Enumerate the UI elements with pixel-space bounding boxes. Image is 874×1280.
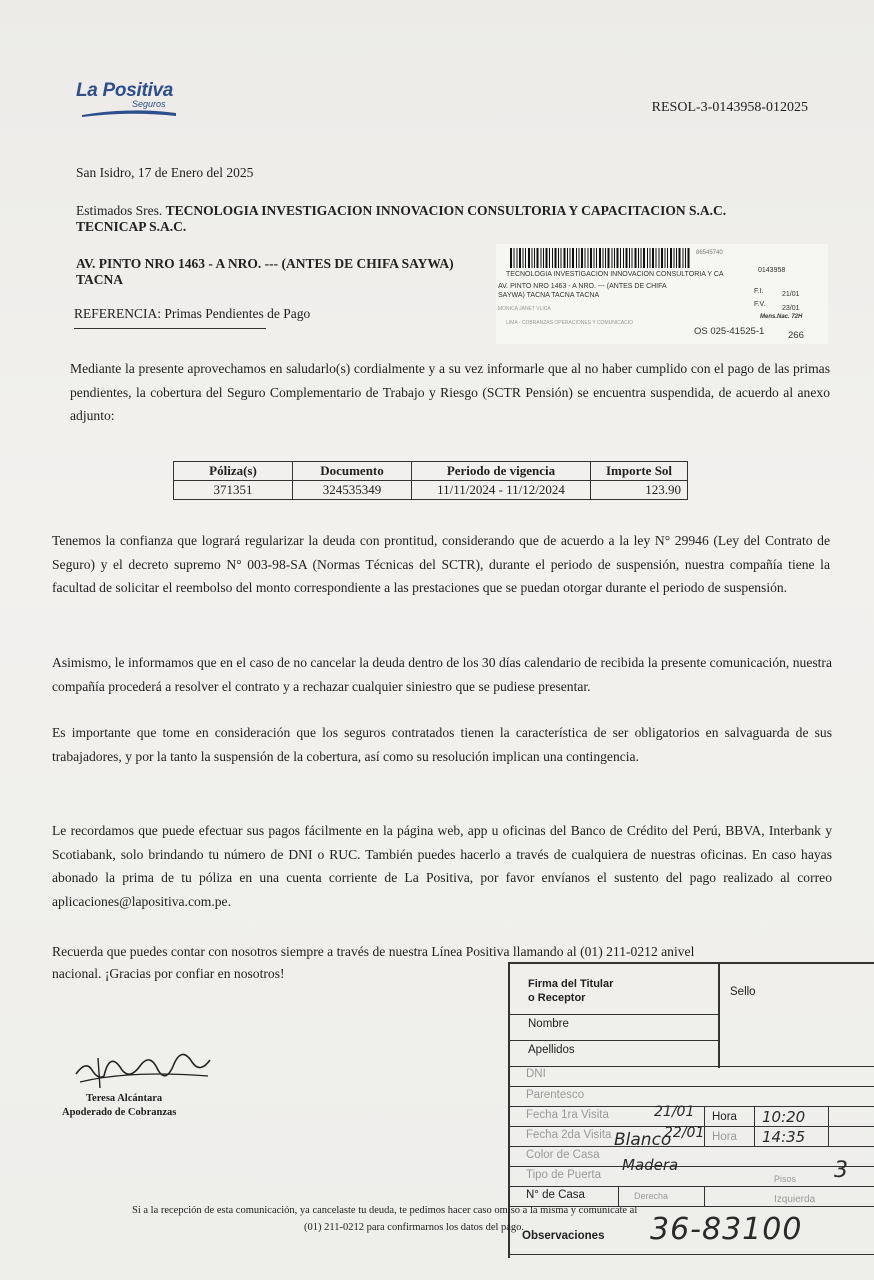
barcode-bar <box>670 248 672 268</box>
courier-sticker <box>496 244 828 344</box>
barcode-icon <box>510 248 690 268</box>
barcode-bar <box>576 248 577 268</box>
barcode-bar <box>579 248 580 268</box>
paragraph-4: Es importante que tome en consideración que los seguros contratados tienen la característica de ser obligatorios en salvaguarda de sus trabajadores, y por la tanto la suspensión de la cobertura, así como su resolución implican una contingencia. <box>52 725 832 764</box>
barcode-bar <box>599 248 601 268</box>
barcode-bar <box>683 248 684 268</box>
barcode-bar <box>643 248 645 268</box>
handwritten-date-2: 22/01 <box>664 1125 705 1141</box>
barcode-bar <box>510 248 512 268</box>
barcode-bar <box>596 248 597 268</box>
sticker-line-1: TECNOLOGIA INVESTIGACION INNOVACION CONSULTORIA Y CA <box>506 271 724 278</box>
barcode-bar <box>585 248 586 268</box>
form-line <box>718 962 720 1068</box>
table-row <box>174 481 688 500</box>
pisos-label: Pisos <box>774 1174 797 1184</box>
barcode-bar <box>549 248 550 268</box>
paragraph-2: Tenemos la confianza que logrará regularizar la deuda con prontitud, considerando que de acuerdo a la ley N° 29946 (Ley del Contrato de Seguro) y el decreto supremo N° 003-98-SA (Normas Técnicas del SCTR), durante el periodo de suspensión, nuestra compañía tiene la facultad de solicitar el reembolso del monto correspondiente a las prestaciones que se puedan otorgar durante el periodo de suspensión. <box>52 533 830 595</box>
barcode-bar <box>688 248 690 268</box>
sticker-line-3: SAYWA) TACNA TACNA TACNA <box>498 292 600 299</box>
reference-text: Primas Pendientes de Pago <box>164 306 311 321</box>
dni-label: DNI <box>526 1068 546 1080</box>
cell-poliza: 371351 <box>174 481 293 500</box>
sticker-fv-label: F.V. <box>754 301 766 308</box>
col-importe: Importe Sol <box>591 462 688 481</box>
handwritten-number: 36-83100 <box>650 1212 803 1247</box>
sticker-code-small: 86545740 <box>696 250 723 256</box>
barcode-bar <box>588 248 589 268</box>
barcode-bar <box>570 248 571 268</box>
form-line <box>618 1186 619 1206</box>
footer-line-1: Si a la recepción de esta comunicación, ya cancelaste tu deuda, te pedimos hacer caso omiso a la misma y comunícate al <box>132 1205 638 1216</box>
derecha-label: Derecha <box>634 1191 669 1201</box>
barcode-bar <box>667 248 668 268</box>
reference-underline <box>74 328 266 329</box>
sticker-line-5: LIMA - COBRANZAS OPERACIONES Y COMUNICACIO <box>506 320 634 326</box>
reference <box>74 302 310 325</box>
barcode-bar <box>638 248 639 268</box>
form-line <box>508 962 874 964</box>
barcode-bar <box>617 248 619 268</box>
handwritten-hora-1: 10:20 <box>762 1108 806 1126</box>
paragraph-5: Le recordamos que puede efectuar sus pagos fácilmente en la página web, app u oficinas del Banco de Crédito del Perú, BBVA, Interbank y Scotiabank, solo brindando tu número de DNI o RUC. También puedes hacerlo a través de cualquiera de nuestras oficinas. En caso hayas abonado la prima de tu póliza en una cuenta corriente de La Positiva, por favor envíanos el sustento del pago realizado al correo aplicaciones@lapositiva.com.pe. <box>52 823 832 909</box>
barcode-bar <box>674 248 675 268</box>
barcode-bar <box>523 248 524 268</box>
hora-label-2: Hora <box>712 1131 737 1143</box>
barcode-bar <box>632 248 633 268</box>
signer-role: Apoderado de Cobranzas <box>62 1107 177 1118</box>
barcode-bar <box>517 248 518 268</box>
form-line <box>754 1106 755 1146</box>
form-line <box>508 1254 874 1255</box>
address-line-2: TACNA <box>76 272 123 287</box>
col-documento: Documento <box>293 462 412 481</box>
company-short: TECNICAP S.A.C. <box>76 219 187 234</box>
barcode-bar <box>514 248 515 268</box>
col-periodo: Periodo de vigencia <box>412 462 591 481</box>
barcode-bar <box>647 248 648 268</box>
barcode-bar <box>623 248 624 268</box>
barcode-bar <box>534 248 535 268</box>
barcode-bar <box>659 248 660 268</box>
paragraph-1: Mediante la presente aprovechamos en saludarlo(s) cordialmente y a su vez informarle que al no haber cumplido con el pago de las primas pendientes, la cobertura del Seguro Complementario de Trabajo y Riesgo (SCTR Pensión) se encuentra suspendida, de acuerdo al anexo adjunto: <box>70 361 830 423</box>
cell-importe: 123.90 <box>591 481 688 500</box>
date-line: San Isidro, 17 de Enero del 2025 <box>76 165 254 180</box>
barcode-bar <box>541 248 542 268</box>
sticker-fv-value: 23/01 <box>782 305 800 312</box>
fecha-visita-2-label: Fecha 2da Visita <box>526 1129 612 1141</box>
barcode-bar <box>537 248 539 268</box>
barcode-bar <box>656 248 657 268</box>
hora-label-1: Hora <box>712 1111 737 1123</box>
form-line <box>508 1014 718 1015</box>
table-header-row <box>174 462 688 481</box>
sticker-os-number: 266 <box>788 330 804 341</box>
izquierda-label: Izquierda <box>774 1194 816 1205</box>
barcode-bar <box>594 248 595 268</box>
handwritten-color: Blanco <box>614 1130 672 1150</box>
resolution-number: RESOL-3-0143958-012025 <box>651 100 808 115</box>
barcode-bar <box>603 248 604 268</box>
signature-scribble-icon <box>70 1040 220 1100</box>
footer-line-2: (01) 211-0212 para confirmarnos los datos del pago. <box>304 1222 525 1233</box>
barcode-bar <box>612 248 613 268</box>
signer-name: Teresa Alcántara <box>86 1093 163 1104</box>
paragraph-6-line-1: Recuerda que puedes contar con nosotros siempre a través de nuestra Línea Positiva llamando al (01) 211-0212 anivel <box>52 944 695 959</box>
barcode-bar <box>635 248 637 268</box>
form-line <box>704 1186 705 1206</box>
barcode-bar <box>525 248 526 268</box>
sticker-os: OS 025-41525-1 <box>694 326 765 337</box>
barcode-bar <box>552 248 553 268</box>
form-line <box>508 1040 718 1041</box>
company-name: TECNOLOGIA INVESTIGACION INNOVACION CONSULTORIA Y CAPACITACION S.A.C. <box>165 203 727 218</box>
barcode-bar <box>555 248 557 268</box>
color-casa-label: Color de Casa <box>526 1149 600 1161</box>
cell-documento: 324535349 <box>293 481 412 500</box>
barcode-bar <box>620 248 621 268</box>
barcode-bar <box>652 248 654 268</box>
sticker-ref: 0143958 <box>758 267 786 274</box>
barcode-bar <box>641 248 642 268</box>
barcode-bar <box>532 248 533 268</box>
barcode-bar <box>626 248 628 268</box>
address-line-1: AV. PINTO NRO 1463 - A NRO. --- (ANTES DE CHIFA SAYWA) <box>76 256 454 271</box>
barcode-bar <box>590 248 592 268</box>
logo-swoosh-icon <box>80 108 178 118</box>
sticker-mens: Mens.Nac. 72H <box>760 314 803 320</box>
observaciones-label: Observaciones <box>522 1230 605 1242</box>
apellidos-label: Apellidos <box>528 1044 575 1056</box>
form-line <box>828 1106 829 1146</box>
barcode-bar <box>605 248 606 268</box>
paragraph-6-line-2: nacional. ¡Gracias por confiar en nosotros! <box>52 966 285 981</box>
sticker-line-4: MONICA JANET VLICA <box>498 306 551 312</box>
barcode-bar <box>543 248 544 268</box>
fecha-visita-label: Fecha 1ra Visita <box>526 1109 609 1121</box>
barcode-bar <box>629 248 630 268</box>
form-line <box>508 1186 874 1187</box>
barcode-bar <box>665 248 666 268</box>
sello-label: Sello <box>730 986 756 998</box>
form-line <box>508 1146 874 1147</box>
company-logo <box>76 80 196 109</box>
cell-periodo: 11/11/2024 - 11/12/2024 <box>412 481 591 500</box>
sticker-line-2: AV. PINTO NRO 1463 - A NRO. --- (ANTES DE CHIFA <box>498 283 667 290</box>
firma-label-2: o Receptor <box>528 992 586 1004</box>
form-line <box>508 1086 874 1087</box>
barcode-bar <box>679 248 681 268</box>
form-line <box>508 1066 874 1067</box>
barcode-bar <box>685 248 686 268</box>
parentesco-label: Parentesco <box>526 1089 585 1101</box>
col-poliza: Póliza(s) <box>174 462 293 481</box>
barcode-bar <box>572 248 574 268</box>
logo-text: La Positiva <box>76 80 174 101</box>
firma-label-1: Firma del Titular <box>528 978 614 990</box>
barcode-bar <box>558 248 559 268</box>
barcode-bar <box>608 248 610 268</box>
n-casa-label: N° de Casa <box>526 1189 585 1201</box>
paragraph-3: Asimismo, le informamos que en el caso de no cancelar la deuda dentro de los 30 días calendario de recibida la presente comunicación, nuestra compañía procederá a resolver el contrato y a rechazar cualquier siniestro que se pudiese presentar. <box>52 655 832 694</box>
policy-table <box>173 461 688 500</box>
reference-label: REFERENCIA: <box>74 306 162 321</box>
barcode-bar <box>581 248 583 268</box>
salutation-prefix: Estimados Sres. <box>76 203 163 218</box>
barcode-bar <box>676 248 677 268</box>
barcode-bar <box>564 248 566 268</box>
barcode-bar <box>519 248 521 268</box>
barcode-bar <box>567 248 568 268</box>
barcode-bar <box>561 248 562 268</box>
sticker-fi-value: 21/01 <box>782 291 800 298</box>
nombre-label: Nombre <box>528 1018 569 1030</box>
barcode-bar <box>528 248 530 268</box>
form-line <box>508 1166 874 1167</box>
handwritten-hora-2: 14:35 <box>762 1128 806 1146</box>
handwritten-puerta: Madera <box>622 1156 679 1174</box>
logo-subtext: Seguros <box>132 99 166 109</box>
barcode-bar <box>614 248 615 268</box>
sticker-fi-label: F.I. <box>754 288 764 295</box>
barcode-bar <box>650 248 651 268</box>
barcode-bar <box>661 248 663 268</box>
handwritten-date-1: 21/01 <box>654 1104 695 1120</box>
handwritten-pisos: 3 <box>834 1158 848 1183</box>
tipo-puerta-label: Tipo de Puerta <box>526 1169 602 1181</box>
barcode-bar <box>546 248 548 268</box>
